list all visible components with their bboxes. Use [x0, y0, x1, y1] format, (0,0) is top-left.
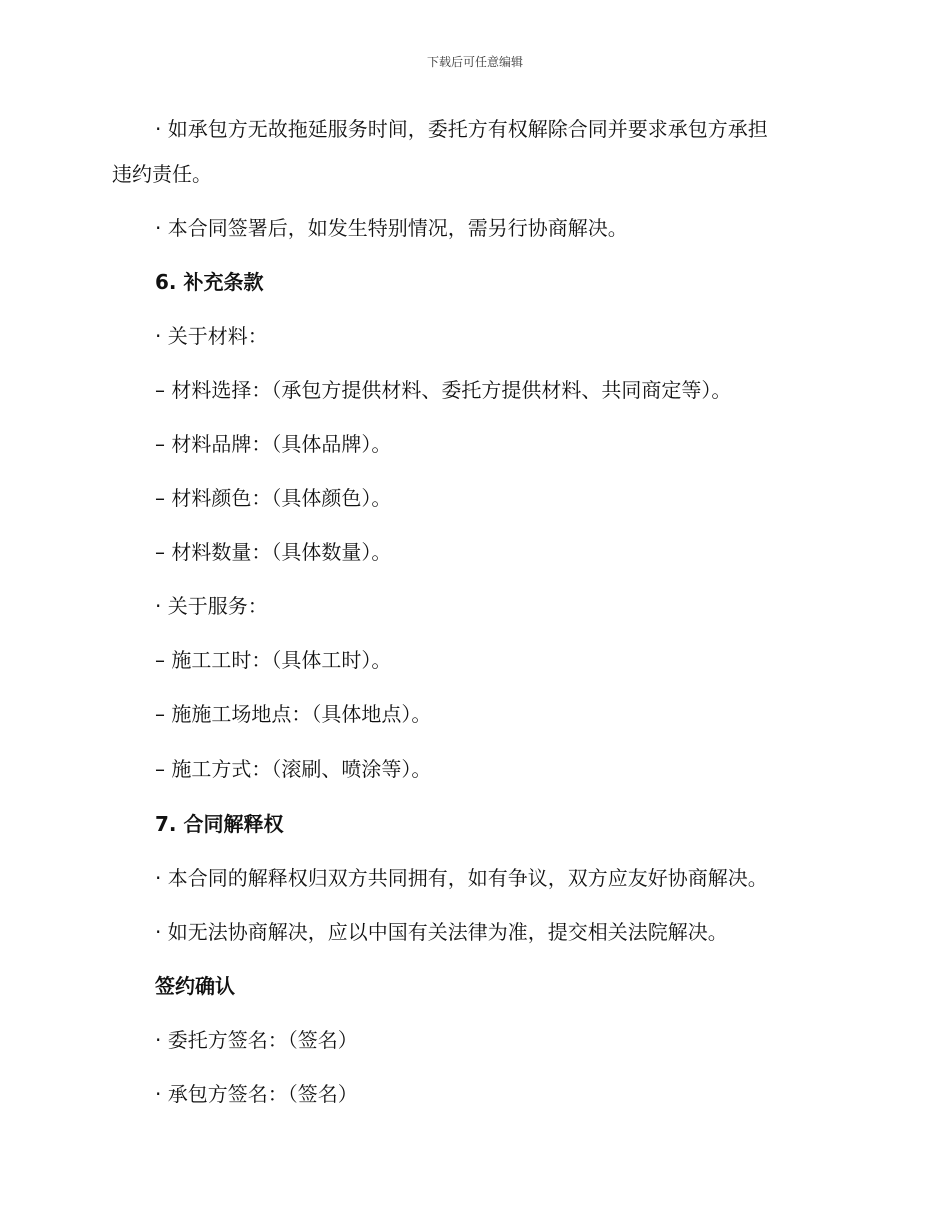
- material-selection: – 材料选择：（承包方提供材料、委托方提供材料、共同商定等）。: [155, 378, 732, 402]
- service-work-hours: – 施工工时：（具体工时）。: [155, 648, 392, 672]
- page-header: 下载后可任意编辑: [426, 55, 523, 69]
- material-quantity: – 材料数量：（具体数量）。: [155, 540, 392, 564]
- material-color: – 材料颜色：（具体颜色）。: [155, 486, 392, 510]
- clause-special-circumstances: · 本合同签署后，如发生特别情况，需另行协商解决。: [155, 216, 628, 240]
- service-site-location: – 施施工场地点：（具体地点）。: [155, 702, 432, 726]
- contractor-signature-line: · 承包方签名：（签名）: [155, 1082, 358, 1106]
- section-heading-signature: 签约确认: [155, 974, 235, 998]
- clause-delay-termination-continued: 违约责任。: [112, 162, 212, 186]
- section-heading-supplementary: 6. 补充条款: [155, 270, 264, 294]
- dispute-resolution-clause: · 如无法协商解决，应以中国有关法律为准，提交相关法院解决。: [155, 920, 728, 944]
- sub-heading-services: · 关于服务：: [155, 594, 268, 618]
- clause-delay-termination: · 如承包方无故拖延服务时间，委托方有权解除合同并要求承包方承担: [155, 117, 768, 141]
- client-signature-line: · 委托方签名：（签名）: [155, 1028, 358, 1052]
- material-brand: – 材料品牌：（具体品牌）。: [155, 432, 392, 456]
- sub-heading-materials: · 关于材料：: [155, 324, 268, 348]
- interpretation-clause: · 本合同的解释权归双方共同拥有，如有争议，双方应友好协商解决。: [155, 866, 768, 890]
- service-method: – 施工方式：（滚刷、喷涂等）。: [155, 757, 432, 781]
- section-heading-interpretation: 7. 合同解释权: [155, 812, 284, 836]
